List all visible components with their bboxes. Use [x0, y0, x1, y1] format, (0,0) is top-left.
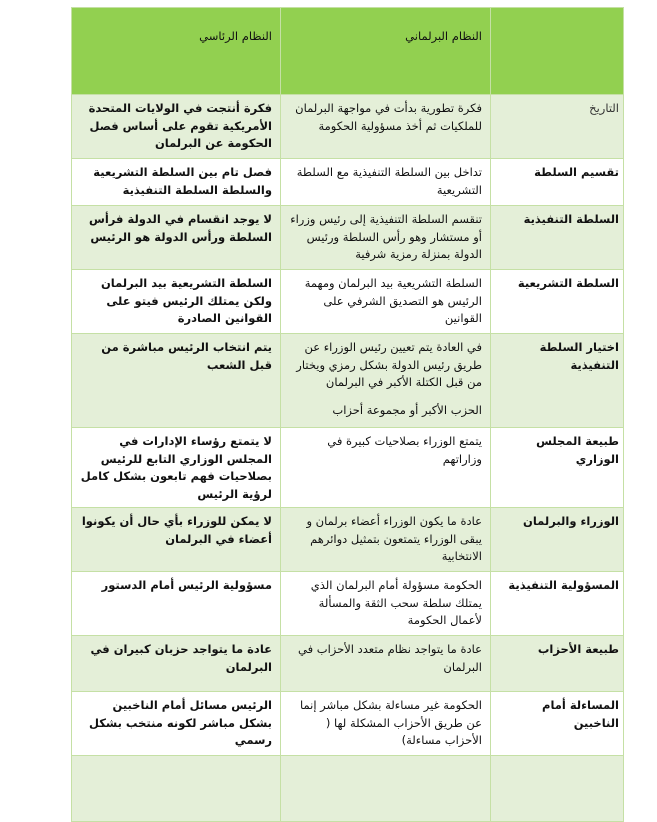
row-label: الوزراء والبرلمان — [491, 508, 624, 572]
table-row — [72, 572, 624, 636]
row-label: اختيار السلطة التنفيذية — [491, 334, 624, 428]
parliamentary-cell: عادة ما يكون الوزراء أعضاء برلمان و يبقى الوزراء يتمتعون بتمثيل دوائرهم الانتخابية — [281, 508, 491, 572]
comparison-table — [71, 7, 624, 822]
spacer — [287, 392, 482, 402]
parliamentary-note: الحزب الأكبر أو مجموعة أحزاب — [332, 402, 482, 417]
header-cell-presidential: النظام الرئاسي — [72, 8, 281, 95]
row-label: تقسيم السلطة — [491, 159, 624, 206]
row-label: طبيعة المجلس الوزاري — [491, 428, 624, 508]
parliamentary-cell: يتمتع الوزراء بصلاحيات كبيرة في وزاراتهم — [281, 428, 491, 508]
presidential-cell: لا يتمتع رؤساء الإدارات في المجلس الوزاري التابع للرئيس بصلاحيات فهم تابعون بشكل كامل لرؤية الرئيس — [72, 428, 281, 508]
parliamentary-cell: تنقسم السلطة التنفيذية إلى رئيس وزراء أو مستشار وهو رأس السلطة ورئيس الدولة بمنزلة رمزية شرفية — [281, 206, 491, 270]
empty-cell — [281, 756, 491, 822]
parliamentary-cell: عادة ما يتواجد نظام متعدد الأحزاب في البرلمان — [281, 636, 491, 692]
parliamentary-cell: السلطة التشريعية بيد البرلمان ومهمة الرئيس هو التصديق الشرفي على القوانين — [281, 270, 491, 334]
presidential-cell: فصل تام بين السلطة التشريعية والسلطة السلطة التنفيذية — [72, 159, 281, 206]
parliamentary-cell: تداخل بين السلطة التنفيذية مع السلطة التشريعية — [281, 159, 491, 206]
table-footer-row — [72, 756, 624, 822]
presidential-cell: لا يوجد انقسام في الدولة فرأس السلطة ورأس الدولة هو الرئيس — [72, 206, 281, 270]
table-row — [72, 95, 624, 159]
table-row — [72, 159, 624, 206]
presidential-cell: الرئيس مسائل أمام الناخبين بشكل مباشر لكونه منتخب بشكل رسمي — [72, 692, 281, 756]
comparison-document — [71, 7, 619, 822]
parliamentary-cell: الحكومة مسؤولة أمام البرلمان الذي يمتلك سلطة سحب الثقة والمسألة لأعمال الحكومة — [281, 572, 491, 636]
row-label: طبيعة الأحزاب — [491, 636, 624, 692]
presidential-cell: عادة ما يتواجد حزبان كبيران في البرلمان — [72, 636, 281, 692]
row-label: السلطة التشريعية — [491, 270, 624, 334]
table-row — [72, 270, 624, 334]
presidential-cell: يتم انتخاب الرئيس مباشرة من قبل الشعب — [72, 334, 281, 428]
empty-cell — [491, 756, 624, 822]
row-label: السلطة التنفيذية — [491, 206, 624, 270]
parliamentary-cell — [281, 334, 491, 428]
table-row — [72, 692, 624, 756]
header-cell-parliamentary: النظام البرلماني — [281, 8, 491, 95]
row-label: المسؤولية التنفيذية — [491, 572, 624, 636]
presidential-cell: لا يمكن للوزراء بأي حال أن يكونوا أعضاء في البرلمان — [72, 508, 281, 572]
row-label: التاريخ — [491, 95, 624, 159]
parliamentary-text: في العادة يتم تعيين رئيس الوزراء عن طريق رئيس الدولة بشكل رمزي ويختار من قبل الكتلة الأكبر في البرلمان — [296, 340, 482, 389]
presidential-cell: مسؤولية الرئيس أمام الدستور — [72, 572, 281, 636]
table-row — [72, 428, 624, 508]
table-row — [72, 206, 624, 270]
table-row — [72, 334, 624, 428]
parliamentary-cell: الحكومة غير مساءلة بشكل مباشر إنما عن طريق الأحزاب المشكلة لها ( الأحزاب مساءلة) — [281, 692, 491, 756]
empty-cell — [72, 756, 281, 822]
header-cell-topic — [491, 8, 624, 95]
table-row — [72, 508, 624, 572]
presidential-cell: فكرة أنتجت في الولايات المتحدة الأمريكية تقوم على أساس فصل الحكومة عن البرلمان — [72, 95, 281, 159]
row-label: المساءلة أمام الناخبين — [491, 692, 624, 756]
table-row — [72, 636, 624, 692]
parliamentary-cell: فكرة تطورية بدأت في مواجهة البرلمان للملكيات ثم أخذ مسؤولية الحكومة — [281, 95, 491, 159]
presidential-cell: السلطة التشريعية بيد البرلمان ولكن يمتلك الرئيس فيتو على القوانين الصادرة — [72, 270, 281, 334]
table-header-row — [72, 8, 624, 95]
